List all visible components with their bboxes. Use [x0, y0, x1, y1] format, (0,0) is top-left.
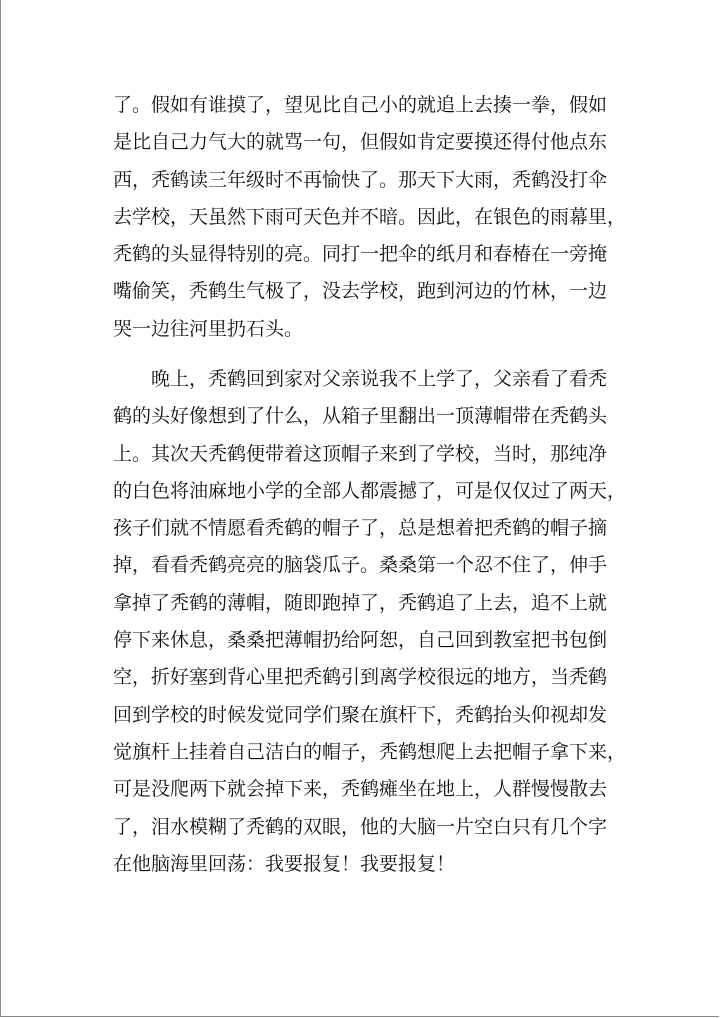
paragraph-line: 哭一边往河里扔石头。	[113, 317, 304, 340]
paragraph-line: 觉旗杆上挂着自己洁白的帽子，秃鹤想爬上去把帽子拿下来，	[113, 740, 627, 763]
paragraph-line: 了，泪水模糊了秃鹤的双眼，他的大脑一片空白只有几个字	[113, 815, 608, 838]
paragraph-line: 拿掉了秃鹤的薄帽，随即跑掉了，秃鹤追了上去，追不上就	[113, 591, 608, 614]
paragraph-line: 上。其次天秃鹤便带着这顶帽子来到了学校，当时，那纯净	[113, 442, 608, 465]
paragraph-line: 可是没爬两下就会掉下来，秃鹤瘫坐在地上，人群慢慢散去	[113, 778, 608, 801]
paragraph-line: 晚上，秃鹤回到家对父亲说我不上学了，父亲看了看秃	[151, 368, 608, 390]
paragraph-line: 空，折好塞到背心里把秃鹤引到离学校很远的地方，当秃鹤	[113, 666, 608, 689]
paragraph-line: 掉，看看秃鹤亮亮的脑袋瓜子。桑桑第一个忍不住了，伸手	[113, 554, 608, 577]
paragraph-line: 嘴偷笑，秃鹤生气极了，没去学校，跑到河边的竹林，一边	[113, 280, 608, 303]
paragraph-line: 去学校，天虽然下雨可天色并不暗。因此，在银色的雨幕里，	[113, 205, 627, 228]
paragraph-line: 在他脑海里回荡：我要报复！我要报复！	[113, 852, 456, 875]
paragraph-line: 鹤的头好像想到了什么，从箱子里翻出一顶薄帽带在秃鹤头	[113, 405, 608, 428]
paragraph-1	[113, 87, 627, 348]
paragraph-line: 回到学校的时候发觉同学们聚在旗杆下，秃鹤抬头仰视却发	[113, 703, 608, 726]
paragraph-line: 西，秃鹤读三年级时不再愉快了。那天下大雨，秃鹤没打伞	[113, 168, 608, 191]
paragraph-line: 是比自己力气大的就骂一句，但假如肯定要摸还得付他点东	[113, 131, 608, 154]
paragraph-line: 的白色将油麻地小学的全部人都震撼了，可是仅仅过了两天，	[113, 479, 627, 502]
paragraph-line: 秃鹤的头显得特别的亮。同打一把伞的纸月和春椿在一旁掩	[113, 243, 608, 266]
paragraph-line: 孩子们就不情愿看秃鹤的帽子了，总是想着把秃鹤的帽子摘	[113, 517, 608, 540]
paragraph-2	[113, 361, 627, 883]
paragraph-line: 了。假如有谁摸了，望见比自己小的就追上去揍一拳，假如	[113, 94, 608, 116]
paragraph-line: 停下来休息，桑桑把薄帽扔给阿恕，自己回到教室把书包倒	[113, 629, 608, 652]
